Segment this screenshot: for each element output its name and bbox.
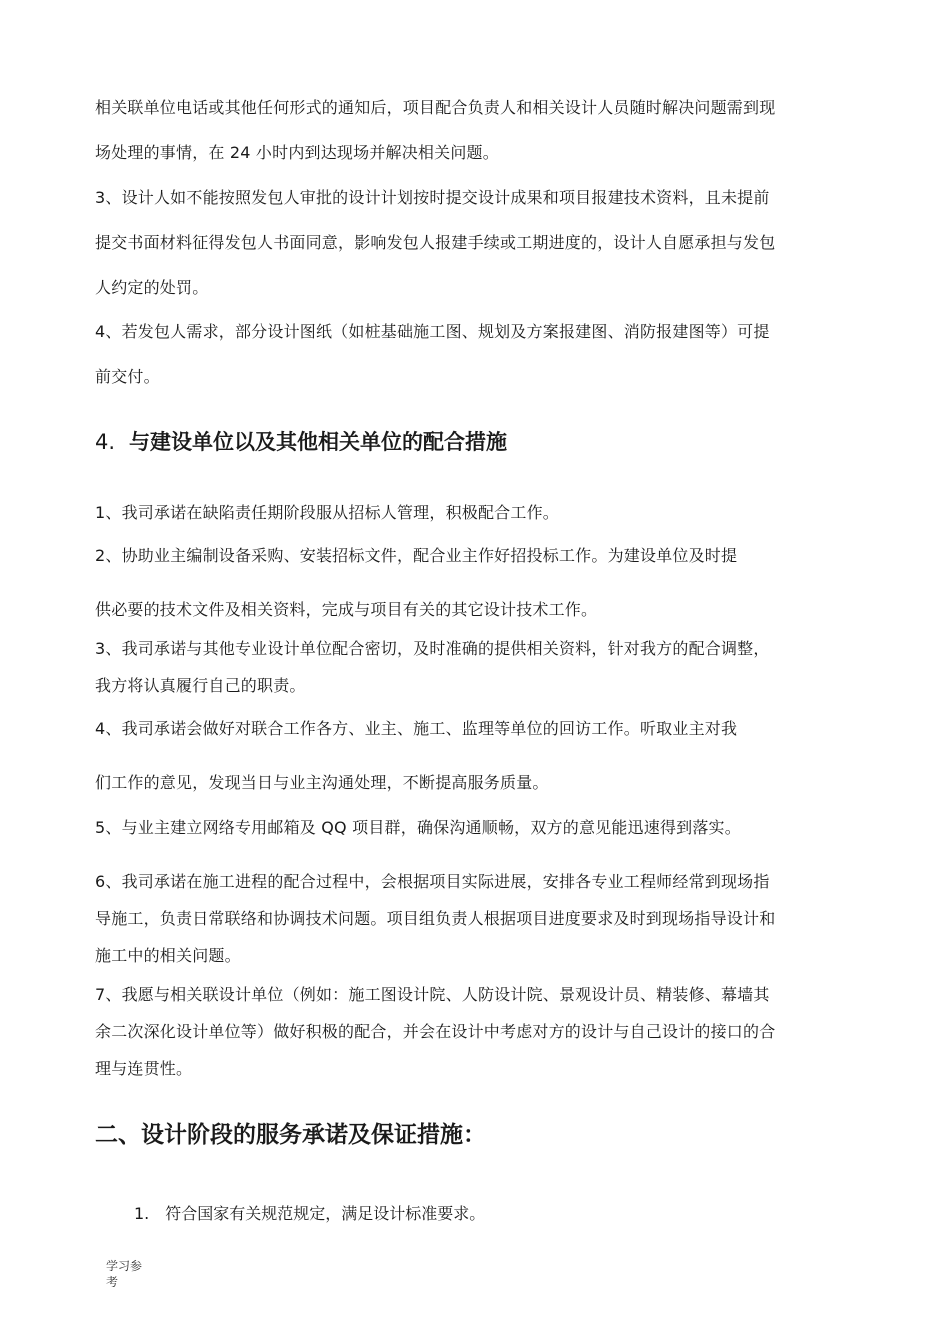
paragraph-line: 提交书面材料征得发包人书面同意，影响发包人报建手续或工期进度的，设计人自愿承担与发包 <box>95 233 776 252</box>
footer-note <box>106 1258 156 1290</box>
paragraph-line: 4、若发包人需求，部分设计图纸（如桩基础施工图、规划及方案报建图、消防报建图等）可提 <box>95 322 770 341</box>
footer-line: 学习参 <box>106 1259 143 1273</box>
paragraph-line: 前交付。 <box>95 367 160 386</box>
list-item: 3、我司承诺与其他专业设计单位配合密切，及时准确的提供相关资料，针对我方的配合调整， <box>95 639 770 658</box>
list-item: 5、与业主建立网络专用邮箱及 QQ 项目群，确保沟通顺畅，双方的意见能迅速得到落实。 <box>95 818 741 837</box>
section-4-number: 4. <box>95 430 116 454</box>
list-item: 我方将认真履行自己的职责。 <box>95 676 306 695</box>
section-4-heading <box>95 428 507 456</box>
list-item: 施工中的相关问题。 <box>95 946 241 965</box>
item-text: 符合国家有关规范规定，满足设计标准要求。 <box>165 1204 486 1223</box>
item-number: 1. <box>134 1204 150 1223</box>
list-item: 2、协助业主编制设备采购、安装招标文件，配合业主作好招投标工作。为建设单位及时提 <box>95 546 738 565</box>
section-4-title: 与建设单位以及其他相关单位的配合措施 <box>129 430 508 454</box>
list-item: 7、我愿与相关联设计单位（例如：施工图设计院、人防设计院、景观设计员、精装修、幕墙其 <box>95 985 770 1004</box>
list-item: 们工作的意见，发现当日与业主沟通处理，不断提高服务质量。 <box>95 773 549 792</box>
paragraph-line: 相关联单位电话或其他任何形式的通知后，项目配合负责人和相关设计人员随时解决问题需到现 <box>95 98 776 117</box>
paragraph-line: 人约定的处罚。 <box>95 278 209 297</box>
paragraph-line: 3、设计人如不能按照发包人审批的设计计划按时提交设计成果和项目报建技术资料，且未提前 <box>95 188 770 207</box>
list-item: 导施工，负责日常联络和协调技术问题。项目组负责人根据项目进度要求及时到现场指导设计和 <box>95 909 776 928</box>
section-2-heading: 二、设计阶段的服务承诺及保证措施： <box>95 1122 486 1148</box>
footer-line: 考 <box>106 1275 119 1289</box>
list-item: 供必要的技术文件及相关资料，完成与项目有关的其它设计技术工作。 <box>95 600 598 619</box>
paragraph-line: 场处理的事情，在 24 小时内到达现场并解决相关问题。 <box>95 143 499 162</box>
numbered-item <box>134 1203 485 1225</box>
list-item: 1、我司承诺在缺陷责任期阶段服从招标人管理，积极配合工作。 <box>95 503 559 522</box>
list-item: 余二次深化设计单位等）做好积极的配合，并会在设计中考虑对方的设计与自己设计的接口的合 <box>95 1022 776 1041</box>
list-item: 理与连贯性。 <box>95 1059 193 1078</box>
list-item: 6、我司承诺在施工进程的配合过程中，会根据项目实际进展，安排各专业工程师经常到现场指 <box>95 872 770 891</box>
list-item: 4、我司承诺会做好对联合工作各方、业主、施工、监理等单位的回访工作。听取业主对我 <box>95 719 738 738</box>
